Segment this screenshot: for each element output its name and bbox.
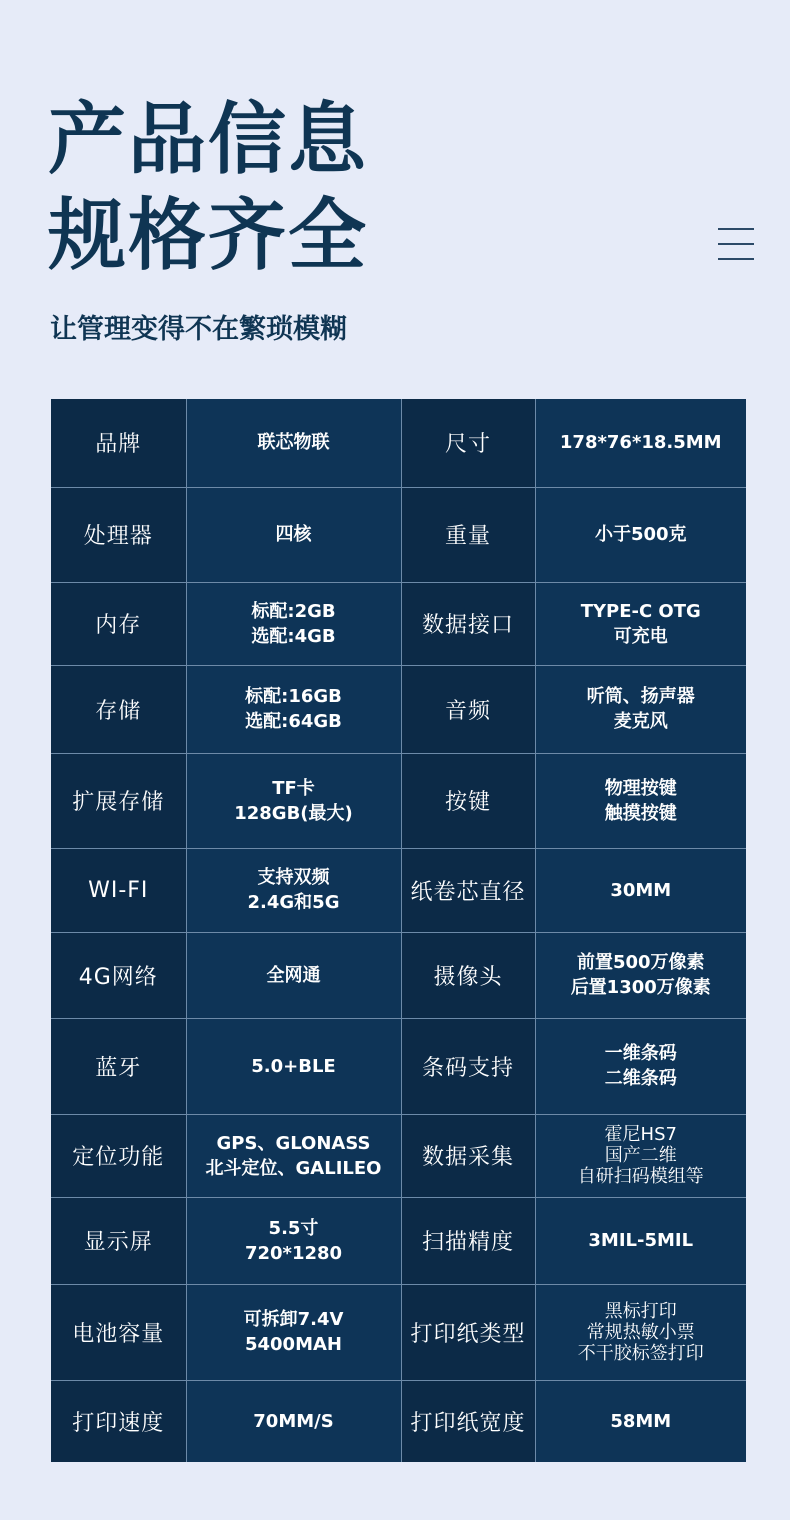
- spec-label: 尺寸: [401, 399, 535, 487]
- spec-value: 58MM: [535, 1380, 746, 1462]
- spec-value: 5.5寸 720*1280: [186, 1197, 401, 1284]
- spec-label: 品牌: [51, 399, 186, 487]
- spec-label: 存储: [51, 665, 186, 753]
- spec-label: 数据接口: [401, 582, 535, 665]
- spec-value: 全网通: [186, 932, 401, 1018]
- table-row: [51, 665, 746, 753]
- spec-value: TF卡 128GB(最大): [186, 753, 401, 848]
- menu-bar: [718, 228, 754, 230]
- spec-value: 支持双频 2.4G和5G: [186, 848, 401, 932]
- spec-value: 霍尼HS7 国产二维 自研扫码模组等: [535, 1114, 746, 1197]
- spec-label: 蓝牙: [51, 1018, 186, 1114]
- spec-label: 定位功能: [51, 1114, 186, 1197]
- spec-value: 标配:2GB 选配:4GB: [186, 582, 401, 665]
- spec-value: 听筒、扬声器 麦克风: [535, 665, 746, 753]
- spec-table: [51, 399, 746, 1462]
- hamburger-menu-icon[interactable]: [718, 228, 754, 262]
- spec-label: 电池容量: [51, 1284, 186, 1380]
- spec-label: 打印纸类型: [401, 1284, 535, 1380]
- spec-value: 5.0+BLE: [186, 1018, 401, 1114]
- spec-value: 标配:16GB 选配:64GB: [186, 665, 401, 753]
- spec-value: 联芯物联: [186, 399, 401, 487]
- table-row: [51, 1114, 746, 1197]
- table-row: [51, 848, 746, 932]
- spec-value: TYPE-C OTG 可充电: [535, 582, 746, 665]
- spec-label: 处理器: [51, 487, 186, 582]
- spec-value: 70MM/S: [186, 1380, 401, 1462]
- spec-value: 小于500克: [535, 487, 746, 582]
- spec-value: 30MM: [535, 848, 746, 932]
- spec-label: 按键: [401, 753, 535, 848]
- spec-label: 显示屏: [51, 1197, 186, 1284]
- spec-label: 内存: [51, 582, 186, 665]
- table-row: [51, 487, 746, 582]
- spec-label: 条码支持: [401, 1018, 535, 1114]
- table-row: [51, 582, 746, 665]
- spec-value: 3MIL-5MIL: [535, 1197, 746, 1284]
- spec-value: 前置500万像素 后置1300万像素: [535, 932, 746, 1018]
- title-line-2: 规格齐全: [48, 191, 369, 281]
- page-subtitle: 让管理变得不在繁琐模糊: [50, 314, 347, 345]
- spec-label: 扩展存储: [51, 753, 186, 848]
- spec-value: 一维条码 二维条码: [535, 1018, 746, 1114]
- table-row: [51, 932, 746, 1018]
- spec-label: 音频: [401, 665, 535, 753]
- table-row: [51, 1197, 746, 1284]
- table-row: [51, 753, 746, 848]
- spec-value: 物理按键 触摸按键: [535, 753, 746, 848]
- table-row: [51, 1018, 746, 1114]
- spec-value: GPS、GLONASS 北斗定位、GALILEO: [186, 1114, 401, 1197]
- spec-label: 4G网络: [51, 932, 186, 1018]
- spec-value: 可拆卸7.4V 5400MAH: [186, 1284, 401, 1380]
- spec-label: 打印速度: [51, 1380, 186, 1462]
- spec-label: 重量: [401, 487, 535, 582]
- menu-bar: [718, 258, 754, 260]
- spec-label: 摄像头: [401, 932, 535, 1018]
- table-row: [51, 1380, 746, 1462]
- spec-label: WI-FI: [51, 848, 186, 932]
- spec-value: 四核: [186, 487, 401, 582]
- spec-value: 黑标打印 常规热敏小票 不干胶标签打印: [535, 1284, 746, 1380]
- table-row: [51, 1284, 746, 1380]
- page-title: [48, 92, 368, 284]
- spec-label: 扫描精度: [401, 1197, 535, 1284]
- spec-value: 178*76*18.5MM: [535, 399, 746, 487]
- menu-bar: [718, 243, 754, 245]
- spec-label: 打印纸宽度: [401, 1380, 535, 1462]
- spec-label: 纸卷芯直径: [401, 848, 535, 932]
- title-line-1: 产品信息: [48, 95, 369, 185]
- table-row: [51, 399, 746, 487]
- spec-label: 数据采集: [401, 1114, 535, 1197]
